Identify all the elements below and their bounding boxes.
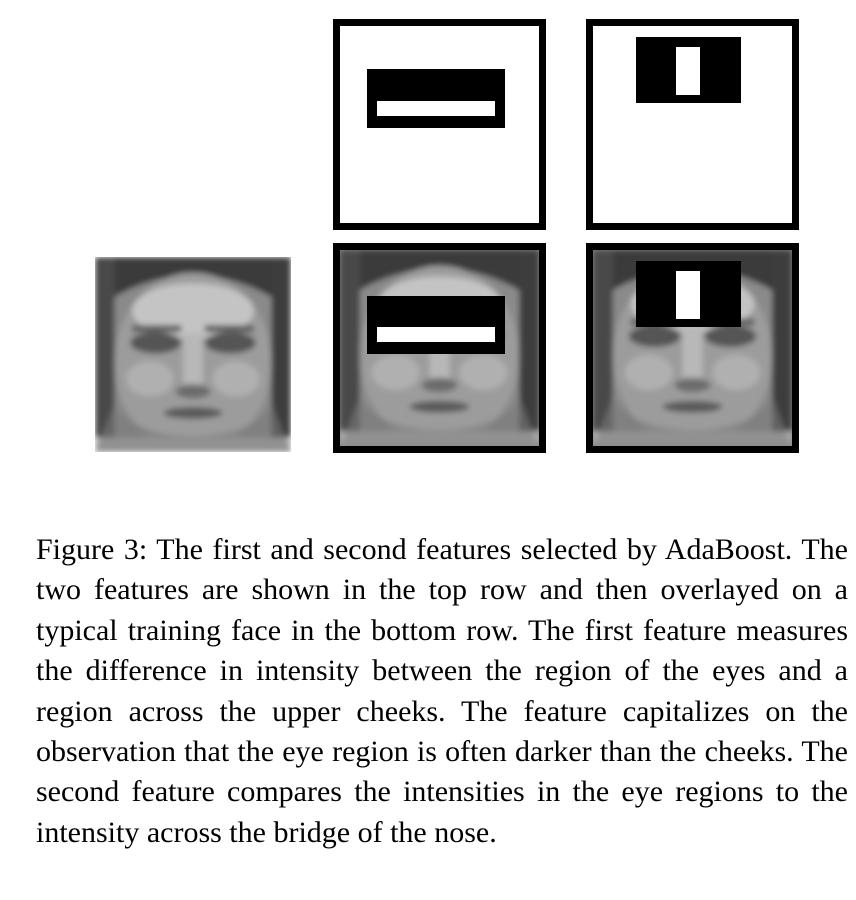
cheek-region-light-rect-overlay — [377, 327, 495, 342]
face-with-feature-one — [333, 243, 546, 453]
feature-two-panel — [586, 19, 799, 230]
face-with-feature-two — [586, 243, 799, 453]
eye-regions-dark-rect — [636, 37, 741, 103]
nose-bridge-light-rect — [676, 47, 700, 95]
eye-regions-dark-rect-overlay — [636, 261, 741, 327]
figure-caption: Figure 3: The first and second features selected by AdaBoost. The two features are shown in the top row and then overlayed on a typical training face in the bottom row. The first feature measures the difference in intensity between the region of the eyes and a region across the upper cheeks. The feature capitalizes on the observation that the eye region is often darker than the cheeks. The second feature compares the intensities in the eye regions to the intensity across the bridge of the nose. — [36, 533, 848, 849]
eye-region-dark-rect-overlay — [367, 296, 505, 354]
nose-bridge-light-rect-overlay — [676, 271, 700, 319]
eye-region-dark-rect — [367, 69, 505, 128]
training-face-image — [95, 257, 291, 452]
feature-one-panel — [333, 19, 546, 230]
cheek-region-light-rect — [377, 101, 495, 116]
